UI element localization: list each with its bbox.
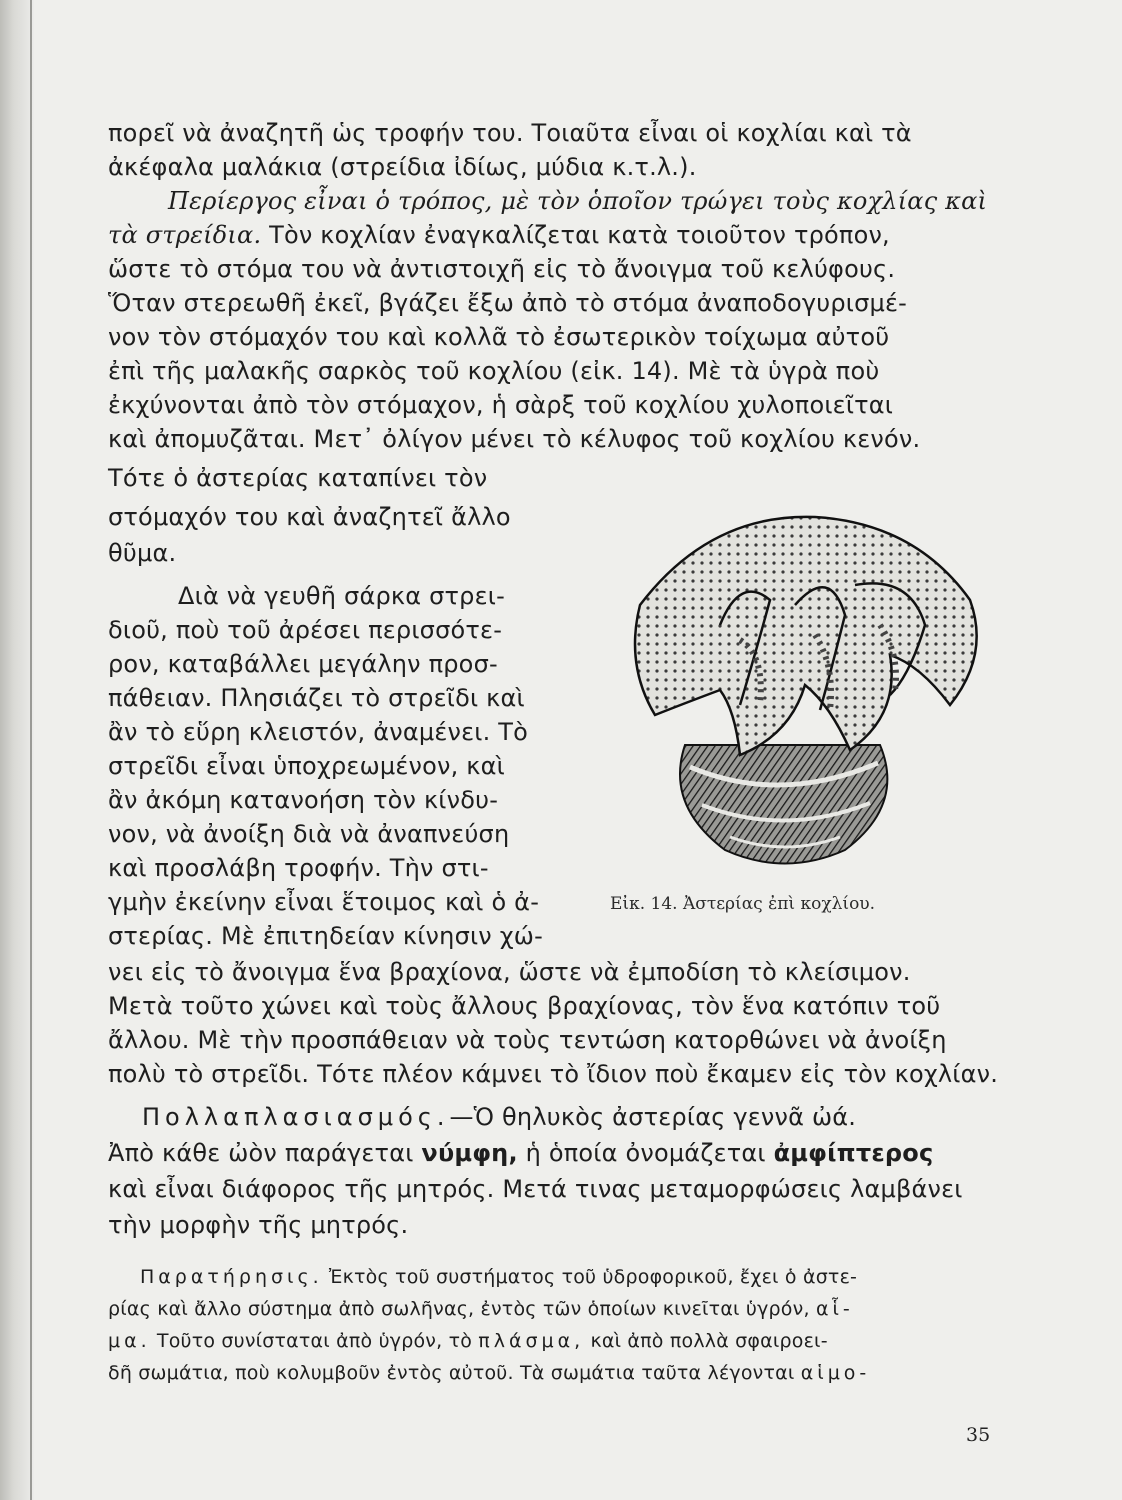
- note-heading: Παρατήρησις.: [140, 1266, 323, 1288]
- text-line-17: πάθειαν. Πλησιάζει τὸ στρεῖδι καὶ: [108, 684, 525, 712]
- text-line-20: ἂν ἀκόμη κατανοήση τὸν κίνδυ-: [108, 786, 499, 814]
- text-line-30: [108, 1138, 933, 1168]
- gutter-edge: [30, 0, 32, 1500]
- text-line-18: ἂν τὸ εὕρη κλειστόν, ἀναμένει. Τὸ: [108, 718, 528, 746]
- text-fragment: ἡ ὁποία ὀνομάζεται: [525, 1139, 766, 1167]
- text-line-4: [108, 220, 890, 250]
- spaced-term-plasma: πλάσμα,: [478, 1330, 585, 1352]
- text-line-11: Τότε ὁ ἀστερίας καταπίνει τὸν: [108, 464, 488, 492]
- note-line-3: [108, 1328, 828, 1354]
- note-line-1: [140, 1264, 857, 1290]
- text-line-31: καὶ εἶναι διάφορος τῆς μητρός. Μετά τινας μεταμορφώσεις λαμβάνει: [108, 1175, 963, 1203]
- text-line-29: [142, 1102, 856, 1132]
- spaced-term: αἱμο-: [800, 1362, 871, 1384]
- text-line-22: καὶ προσλάβη τροφήν. Τὴν στι-: [108, 854, 489, 882]
- book-gutter: [0, 0, 34, 1500]
- italic-line-1: Περίεργος εἶναι ὁ τρόπος, μὲ τὸν ὁποῖον τρώγει τοὺς κοχλίας καὶ: [168, 187, 988, 215]
- italic-fragment: τὰ στρείδια.: [108, 221, 262, 249]
- text-fragment: —Ὁ θηλυκὸς ἀστερίας γεννᾶ ὠά.: [449, 1103, 857, 1131]
- text-line-21: νον, νὰ ἀνοίξη διὰ νὰ ἀναπνεύση: [108, 820, 510, 848]
- spaced-term: αἷ-: [815, 1298, 854, 1320]
- text-line-28: πολὺ τὸ στρεῖδι. Τότε πλέον κάμνει τὸ ἴδιον ποὺ ἔκαμεν εἰς τὸν κοχλίαν.: [108, 1060, 999, 1088]
- text-fragment: Ἀπὸ κάθε ὠὸν παράγεται: [108, 1139, 414, 1167]
- text-line-24: στερίας. Μὲ ἐπιτηδείαν κίνησιν χώ-: [108, 922, 543, 950]
- text-fragment: ρίας καὶ ἄλλο σύστημα ἀπὸ σωλῆνας, ἐντὸς τῶν ὁποίων κινεῖται ὑγρόν,: [108, 1298, 810, 1320]
- text-line-16: ρον, καταβάλλει μεγάλην προσ-: [108, 650, 498, 678]
- text-line-14: Διὰ νὰ γευθῆ σάρκα στρει-: [178, 582, 505, 610]
- text-line-13: θῦμα.: [108, 539, 177, 567]
- text-line-25: νει εἰς τὸ ἄνοιγμα ἕνα βραχίονα, ὥστε νὰ ἐμποδίση τὸ κλείσιμον.: [108, 958, 911, 986]
- page-number: 35: [966, 1424, 991, 1446]
- figure-caption: Εἰκ. 14. Ἀστερίας ἐπὶ κοχλίου.: [610, 894, 876, 914]
- starfish-on-snail-illustration: [590, 505, 1010, 880]
- snail-shell: [680, 745, 887, 864]
- bold-term-nymph: νύμφη,: [421, 1139, 518, 1167]
- text-line-6: Ὅταν στερεωθῆ ἐκεῖ, βγάζει ἔξω ἀπὸ τὸ στόμα ἀναποδογυρισμέ-: [108, 289, 908, 317]
- text-line-5: ὥστε τὸ στόμα του νὰ ἀντιστοιχῆ εἰς τὸ ἄνοιγμα τοῦ κελύφους.: [108, 255, 896, 283]
- text-fragment: δῆ σωμάτια, ποὺ κολυμβοῦν ἐντὸς αὐτοῦ. Τὰ σωμάτια ταῦτα λέγονται: [108, 1362, 795, 1384]
- text-line-10: καὶ ἀπομυζᾶται. Μετ᾽ ὀλίγον μένει τὸ κέλυφος τοῦ κοχλίου κενόν.: [108, 425, 921, 453]
- text-line-2: ἀκέφαλα μαλάκια (στρείδια ἰδίως, μύδια κ.τ.λ.).: [108, 153, 697, 181]
- text-line-26: Μετὰ τοῦτο χώνει καὶ τοὺς ἄλλους βραχίονας, τὸν ἕνα κατόπιν τοῦ: [108, 992, 941, 1020]
- text-line-12: στόμαχόν του καὶ ἀναζητεῖ ἄλλο: [108, 503, 511, 531]
- note-line-4: [108, 1360, 870, 1386]
- spaced-heading: Πολλαπλασιασμός.: [142, 1103, 450, 1131]
- text-line-19: στρεῖδι εἶναι ὑποχρεωμένον, καὶ: [108, 752, 505, 780]
- text-fragment: Τοῦτο συνίσταται ἀπὸ ὑγρόν, τὸ: [150, 1330, 473, 1352]
- text-line-32: τὴν μορφὴν τῆς μητρός.: [108, 1211, 409, 1239]
- text-line-9: ἐκχύνονται ἀπὸ τὸν στόμαχον, ἡ σὰρξ τοῦ κοχλίου χυλοποιεῖται: [108, 391, 894, 419]
- text-line-1: πορεῖ νὰ ἀναζητῆ ὡς τροφήν του. Τοιαῦτα εἶναι οἱ κοχλίαι καὶ τὰ: [108, 119, 912, 147]
- text-line-7: νον τὸν στόμαχόν του καὶ κολλᾶ τὸ ἐσωτερικὸν τοίχωμα αὐτοῦ: [108, 323, 890, 351]
- text-line-8: ἐπὶ τῆς μαλακῆς σαρκὸς τοῦ κοχλίου (εἰκ. 14). Μὲ τὰ ὑγρὰ ποὺ: [108, 357, 880, 385]
- bold-term-amphipteros: ἀμφίπτερος: [773, 1139, 934, 1167]
- spaced-term: μα.: [108, 1330, 151, 1352]
- text-line-27: ἄλλου. Μὲ τὴν προσπάθειαν νὰ τοὺς τεντώση κατορθώνει νὰ ἀνοίξη: [108, 1026, 947, 1054]
- text-line-15: διοῦ, ποὺ τοῦ ἀρέσει περισσότε-: [108, 616, 503, 644]
- text-line-23: γμὴν ἐκείνην εἶναι ἕτοιμος καὶ ὁ ἀ-: [108, 888, 540, 916]
- text-fragment: Ἐκτὸς τοῦ συστήματος τοῦ ὑδροφορικοῦ, ἔχει ὁ ἀστε-: [322, 1266, 858, 1288]
- text-fragment: Τὸν κοχλίαν ἐναγκαλίζεται κατὰ τοιοῦτον τρόπον,: [261, 221, 890, 249]
- note-line-2: [108, 1296, 854, 1322]
- starfish: [635, 517, 977, 755]
- text-fragment: καὶ ἀπὸ πολλὰ σφαιροει-: [584, 1330, 828, 1352]
